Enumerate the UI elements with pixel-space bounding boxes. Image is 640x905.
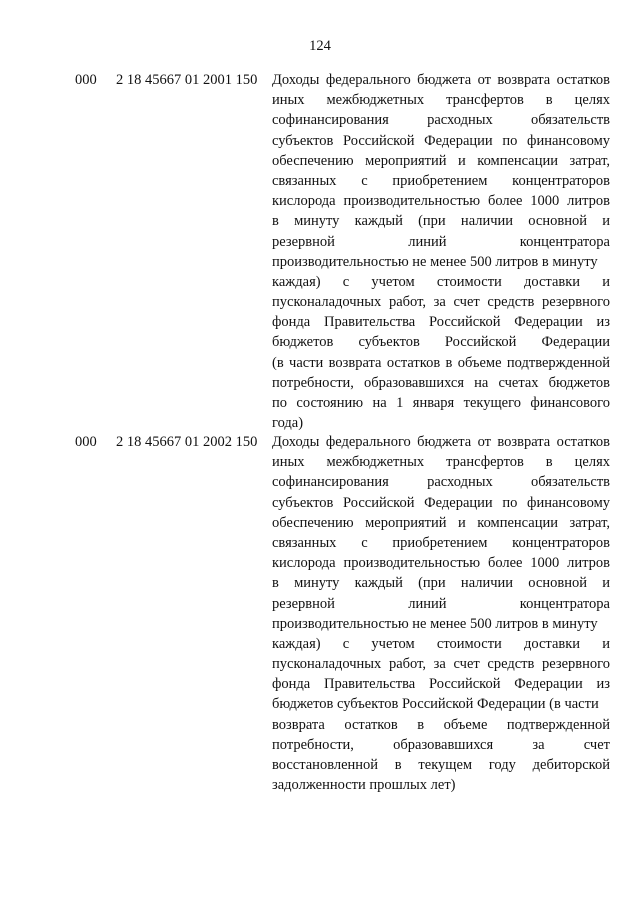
description-line: иных межбюджетных трансфертов в целях xyxy=(272,454,610,471)
description-line: софинансирования расходных обязательств xyxy=(272,474,610,491)
description-line: кислорода производительностью более 1000 литров xyxy=(272,555,610,572)
description-line: производительностью не менее 500 литров в минуту xyxy=(272,253,598,270)
description-line: софинансирования расходных обязательств xyxy=(272,112,610,129)
entry-description xyxy=(272,70,610,433)
description-line: года) xyxy=(272,415,304,432)
description-line: Доходы федерального бюджета от возврата остатков xyxy=(272,72,610,88)
description-line: возврата остатков в объеме подтвержденной xyxy=(272,716,610,733)
description-line: (в части возврата остатков в объеме подтвержденной xyxy=(272,354,610,371)
description-line: восстановленной в текущем году дебиторской xyxy=(272,757,610,773)
description-line: производительностью не менее 500 литров в минуту xyxy=(272,615,598,632)
description-line: Доходы федерального бюджета от возврата остатков xyxy=(272,434,610,450)
description-line: резервной линий концентратора xyxy=(272,595,610,612)
description-line: резервной линий концентратора xyxy=(272,233,610,250)
description-line: потребности, образовавшихся на счетах бюджетов xyxy=(272,374,610,391)
description-line: связанных с приобретением концентраторов xyxy=(272,534,610,551)
page-number: 124 xyxy=(309,38,331,54)
classification-code: 2 18 45667 01 2001 150 xyxy=(116,72,258,88)
description-line: иных межбюджетных трансфертов в целях xyxy=(272,92,610,109)
description-line: каждая) с учетом стоимости доставки и xyxy=(272,273,610,290)
description-line: кислорода производительностью более 1000 литров xyxy=(272,193,610,210)
description-line: потребности, образовавшихся за счет xyxy=(272,736,610,753)
description-line: обеспечению мероприятий и компенсации затрат, xyxy=(272,152,610,169)
description-line: фонда Правительства Российской Федерации из xyxy=(272,676,610,693)
description-line: по состоянию на 1 января текущего финансового xyxy=(272,395,610,411)
description-line: пусконаладочных работ, за счет средств резервного xyxy=(272,294,610,311)
description-line: обеспечению мероприятий и компенсации затрат, xyxy=(272,514,610,531)
description-line: субъектов Российской Федерации по финансовому xyxy=(272,132,610,149)
description-line: связанных с приобретением концентраторов xyxy=(272,172,610,189)
administrator-code: 000 xyxy=(75,434,97,450)
administrator-code: 000 xyxy=(75,72,97,88)
description-line: задолженности прошлых лет) xyxy=(272,777,456,794)
description-line: в минуту каждый (при наличии основной и xyxy=(272,575,610,592)
description-line: субъектов Российской Федерации по финансовому xyxy=(272,494,610,511)
description-line: фонда Правительства Российской Федерации из xyxy=(272,314,610,331)
description-line: бюджетов субъектов Российской Федерации (в части xyxy=(272,696,599,713)
description-line: в минуту каждый (при наличии основной и xyxy=(272,213,610,230)
description-line: каждая) с учетом стоимости доставки и xyxy=(272,635,610,652)
description-line: бюджетов субъектов Российской Федерации xyxy=(272,334,610,351)
description-line: пусконаладочных работ, за счет средств резервного xyxy=(272,656,610,673)
entry-description xyxy=(272,432,610,795)
classification-code: 2 18 45667 01 2002 150 xyxy=(116,434,258,450)
